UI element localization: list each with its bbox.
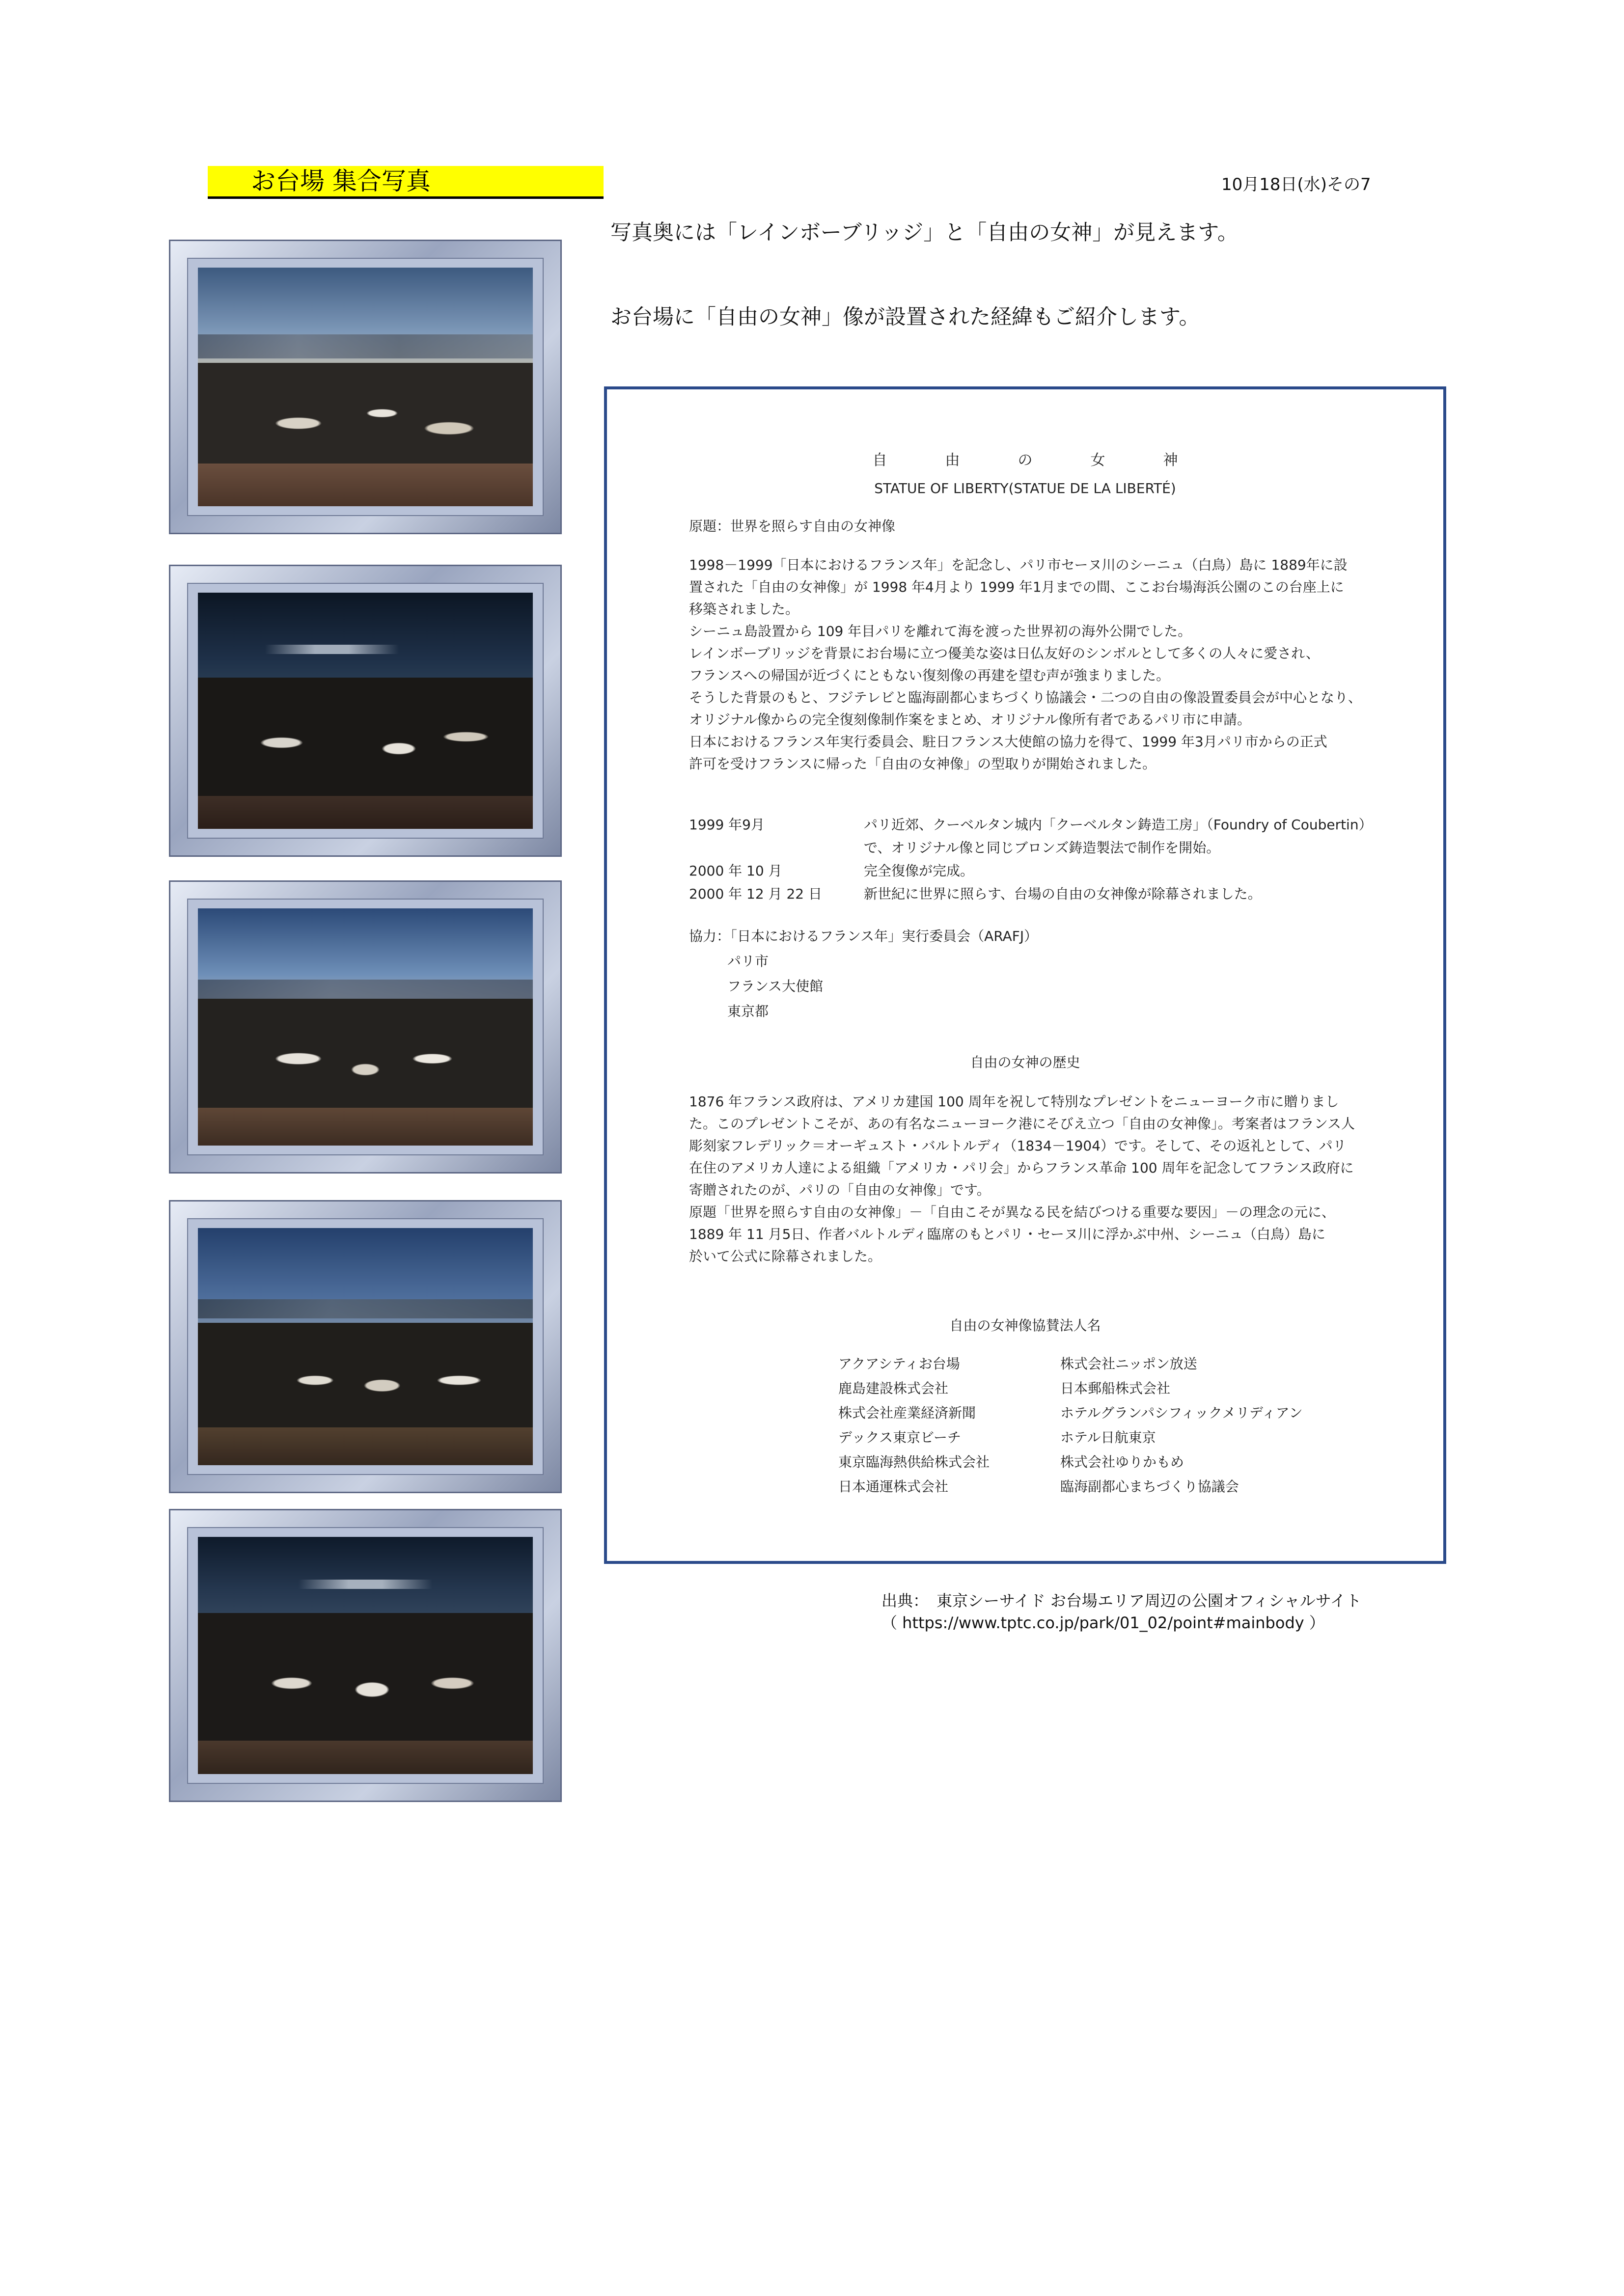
info-paragraph-2: 1876 年フランス政府は、アメリカ建国 100 周年を祝して特別なプレゼントをニューヨーク市に贈りまし た。このプレゼントこそが、あの有名なニューヨーク港にそびえ立つ「自由の女神像」。考案者はフランス人 彫刻家フレデリック＝オーギュスト・バルトルディ（1834－1904）です。そして、その返礼として、パリ 在住のアメリカ人達による組織「アメリカ・パリ会」からフランス革命 100 周年を記念してフランス政府に 寄贈されたのが、パリの「自由の女神像」です。 原題「世界を照らす自由の女神像」－「自由こそが異なる民を結びつける重要な要因」－の理念の元に、 1889 年 11 月5日、作者バルトルディ臨席のもとパリ・セーヌ川に浮かぶ中州、シーニュ（白鳥）島に 於いて公式に除幕されました。 bbox=[689, 1093, 1355, 1264]
info-original-title: 原題：世界を照らす自由の女神像 bbox=[689, 518, 896, 534]
page-date: 10月18日(水)その7 bbox=[1221, 175, 1371, 194]
statue-of-liberty-info-box: 自由の女神 STATUE OF LIBERTY(STATUE DE LA LIBERTÉ) 原題：世界を照らす自由の女神像 1998－1999「日本におけるフランス年」を記念し、パリ市セーヌ川のシーニュ（白鳥）島に 1889年に設 置された「自由の女神像」が 1998 年4月より 1999 年1月までの間、ここお台場海浜公園のこの台座上に 移築されました。 シーニュ島設置から 109 年目パリを離れて海を渡った世界初の海外公開でした。 レインボーブリッジを背景にお台場に立つ優美な姿は日仏友好のシンボルとして多くの人々に愛され、 フランスへの帰国が近づくにともない復刻像の再建を望む声が強まりました。 そうした背景のもと、フジテレビと臨海副都心まちづくり協議会・二つの自由の像設置委員会が中心となり、 オリジナル像からの完全復刻像制作案をまとめ、オリジナル像所有者であるパリ市に申請。 日本におけるフランス年実行委員会、駐日フランス大使館の協力を得て、1999 年3月パリ市からの正式 許可を受けフランスに帰った「自由の女神像」の型取りが開始されました。 1999 年9月 パリ近郊、クーベルタン城内「クーベルタン鋳造工房」（Foundry of Coubertin） で、オリジナル像と同じブロンズ鋳造製法で制作を開始。 2000 年 10 月 完全復像が完成。 2000 年 12 月 22 日 新世紀に世界に照らす、台場の自由の女神像が除幕されました。 協力：「日本におけるフランス年」実行委員会（ARAFJ） パリ市 フランス大使館 東京都 自由の女神の歴史 1876 年フランス政府は、アメリカ建国 100 周年を祝して特別なプレゼントをニューヨーク市に贈りまし た。このプレゼントこそが、あの有名なニューヨーク港にそびえ立つ「自由の女神像」。考案者はフランス人 彫刻家フレデリック＝オーギュスト・バルトルディ（1834－1904）です。そして、その返礼として、パリ 在住のアメリカ人達による組織「アメリカ・パリ会」からフランス革命 100 周年を記念してフランス政府に 寄贈されたのが、パリの「自由の女神像」です。 原題「世界を照らす自由の女神像」－「自由こそが異なる民を結びつける重要な要因」－の理念の元に、 1889 年 11 月5日、作者バルトルディ臨席のもとパリ・セーヌ川に浮かぶ中州、シーニュ（白鳥）島に 於いて公式に除幕されました。 自由の女神像協賛法人名 アクアシティお台場 鹿島建設株式会社 株式会社産業経済新聞 デックス東京ビーチ 東京臨海熱供給株式会社 日本通運株式会社 株式会社ニッポン放送 日本郵船株式会社 ホテルグランパシフィックメリディアン ホテル日航東京 株式会社ゆりかもめ 臨海副都心まちづくり協議会 bbox=[604, 386, 1446, 1564]
info-history-heading: 自由の女神の歴史 bbox=[970, 1054, 1080, 1070]
page-title-bar bbox=[208, 166, 604, 199]
info-sponsors-right: 株式会社ニッポン放送 日本郵船株式会社 ホテルグランパシフィックメリディアン ホテル日航東京 株式会社ゆりかもめ 臨海副都心まちづくり協議会 bbox=[1060, 1356, 1303, 1495]
group-photo-4-frame bbox=[169, 1200, 562, 1493]
group-photo-2 bbox=[198, 593, 533, 829]
group-photo-4 bbox=[198, 1228, 533, 1465]
source-citation: 出典： 東京シーサイド お台場エリア周辺の公園オフィシャルサイト bbox=[881, 1591, 1362, 1610]
group-photo-1 bbox=[198, 268, 533, 506]
page-title: お台場 集合写真 bbox=[251, 167, 431, 195]
info-sponsors-heading: 自由の女神像協賛法人名 bbox=[949, 1317, 1101, 1334]
group-photo-5-frame bbox=[169, 1509, 562, 1802]
group-photo-3 bbox=[198, 908, 533, 1146]
source-url[interactable]: （ https://www.tptc.co.jp/park/01_02/point#mainbody ） bbox=[881, 1613, 1325, 1632]
info-heading: 自由の女神 bbox=[872, 452, 1236, 469]
group-photo-2-frame bbox=[169, 565, 562, 857]
group-photo-1-frame bbox=[169, 240, 562, 534]
info-sponsors-left: アクアシティお台場 鹿島建設株式会社 株式会社産業経済新聞 デックス東京ビーチ 東京臨海熱供給株式会社 日本通運株式会社 bbox=[838, 1356, 990, 1495]
intro-line-1: 写真奥には「レインボーブリッジ」と「自由の女神」が見えます。 bbox=[610, 220, 1239, 245]
info-subheading: STATUE OF LIBERTY(STATUE DE LA LIBERTÉ) bbox=[874, 480, 1176, 496]
group-photo-5 bbox=[198, 1537, 533, 1774]
info-paragraph-1: 1998－1999「日本におけるフランス年」を記念し、パリ市セーヌ川のシーニュ（白鳥）島に 1889年に設 置された「自由の女神像」が 1998 年4月より 1999 年1月までの間、ここお台場海浜公園のこの台座上に 移築されました。 シーニュ島設置から 109 年目パリを離れて海を渡った世界初の海外公開でした。 レインボーブリッジを背景にお台場に立つ優美な姿は日仏友好のシンボルとして多くの人々に愛され、 フランスへの帰国が近づくにともない復刻像の再建を望む声が強まりました。 そうした背景のもと、フジテレビと臨海副都心まちづくり協議会・二つの自由の像設置委員会が中心となり、 オリジナル像からの完全復刻像制作案をまとめ、オリジナル像所有者であるパリ市に申請。 日本におけるフランス年実行委員会、駐日フランス大使館の協力を得て、1999 年3月パリ市からの正式 許可を受けフランスに帰った「自由の女神像」の型取りが開始されました。 bbox=[689, 557, 1362, 772]
group-photo-3-frame bbox=[169, 880, 562, 1174]
intro-line-2: お台場に「自由の女神」像が設置された経緯もご紹介します。 bbox=[610, 305, 1200, 329]
